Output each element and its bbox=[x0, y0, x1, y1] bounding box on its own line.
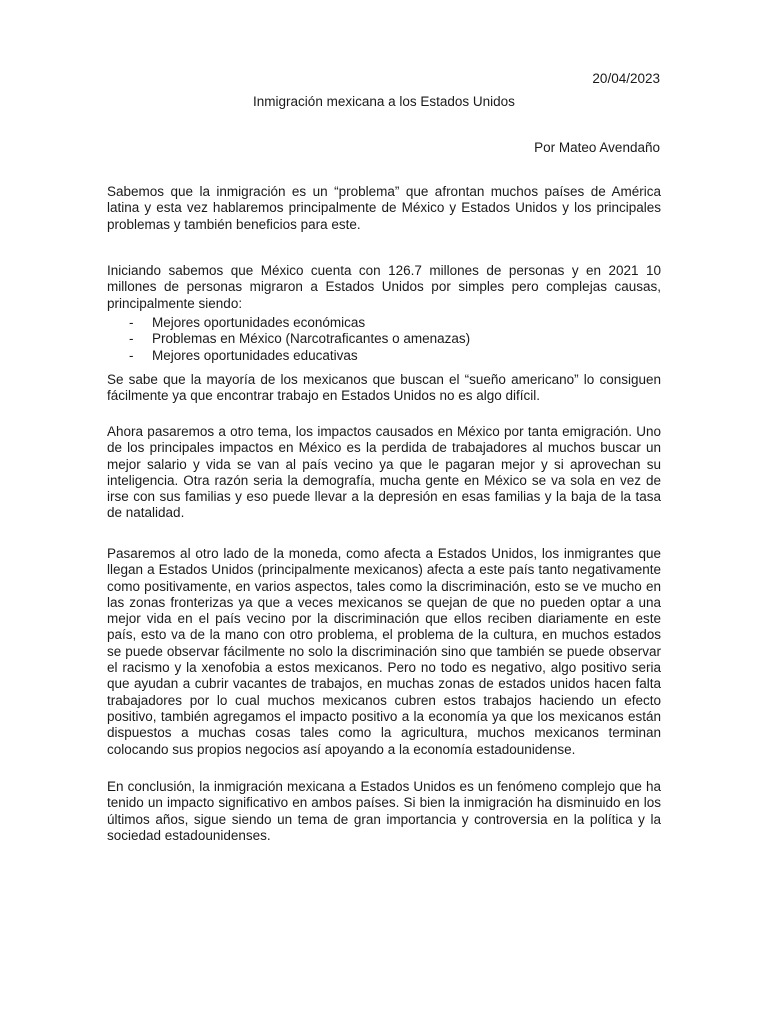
paragraph-american-dream: Se sabe que la mayoría de los mexicanos que buscan el “sueño americano” lo consiguen fácilmente ya que encontrar trabajo en Estados Unidos no es algo difícil. bbox=[107, 372, 661, 404]
list-item-text: Problemas en México (Narcotraficantes o amenazas) bbox=[152, 331, 471, 347]
paragraph-conclusion: En conclusión, la inmigración mexicana a Estados Unidos es un fenómeno complejo que ha tenido un impacto significativo en ambos países. Si bien la inmigración ha disminuido en los últimos años, sigue siendo un tema de gran importancia y controversia en la política y la sociedad estadounidenses. bbox=[107, 779, 661, 843]
list-item bbox=[107, 331, 661, 347]
paragraph-causes: Iniciando sabemos que México cuenta con 126.7 millones de personas y en 2021 10 millones de personas migraron a Estados Unidos por simples pero complejas causas, principalmente siendo: bbox=[107, 263, 661, 311]
paragraph-impacts-usa: Pasaremos al otro lado de la moneda, como afecta a Estados Unidos, los inmigrantes que llegan a Estados Unidos (principalmente mexicanos) afecta a este país tanto negativamente como positivamente, en varios aspectos, tales como la discriminación, esto se ve mucho en las zonas fronterizas ya que a veces mexicanos se quejan de que no pueden optar a una mejor vida en el país vecino por la discriminación que ellos reciben diariamente en este país, esto va de la mano con otro problema, el problema de la cultura, en muchos estados se puede observar fácilmente no solo la discriminación sino que también se puede observar el racismo y la xenofobia a estos mexicanos. Pero no todo es negativo, algo positivo seria que ayudan a cubrir vacantes de trabajos, en muchas zonas de estados unidos hacen falta trabajadores por lo cual muchos mexicanos cubren estos trabajos haciendo un efecto positivo, también agregamos el impacto positivo a la economía ya que los mexicanos están dispuestos a muchas cosas tales como la agricultura, muchos mexicanos terminan colocando sus propios negocios así apoyando a la economía estadounidense. bbox=[107, 546, 661, 757]
paragraph-impacts-mexico: Ahora pasaremos a otro tema, los impactos causados en México por tanta emigración. Uno de los principales impactos en México es la perdida de trabajadores al muchos buscar un mejor salario y vida se van al país vecino ya que le pagaran mejor y si aprovechan su inteligencia. Otra razón seria la demografía, mucha gente en México se va sola en vez de irse con sus familias y eso puede llevar a la depresión en esas familias y la baja de la tasa de natalidad. bbox=[107, 424, 661, 521]
list-bullet: - bbox=[129, 315, 134, 330]
document-title: Inmigración mexicana a los Estados Unidos bbox=[253, 94, 515, 109]
list-item bbox=[107, 315, 661, 331]
list-item-text: Mejores oportunidades educativas bbox=[152, 347, 358, 363]
list-item-text: Mejores oportunidades económicas bbox=[152, 315, 366, 330]
list-bullet: - bbox=[129, 347, 134, 363]
list-bullet: - bbox=[129, 331, 134, 347]
causes-list bbox=[107, 315, 661, 364]
document-author: Por Mateo Avendaño bbox=[534, 140, 660, 155]
paragraph-intro: Sabemos que la inmigración es un “problema” que afrontan muchos países de América latina y esta vez hablaremos principalmente de México y Estados Unidos y los principales problemas y también beneficios para este. bbox=[107, 184, 661, 232]
document-date: 20/04/2023 bbox=[592, 71, 660, 86]
list-item bbox=[107, 348, 661, 364]
